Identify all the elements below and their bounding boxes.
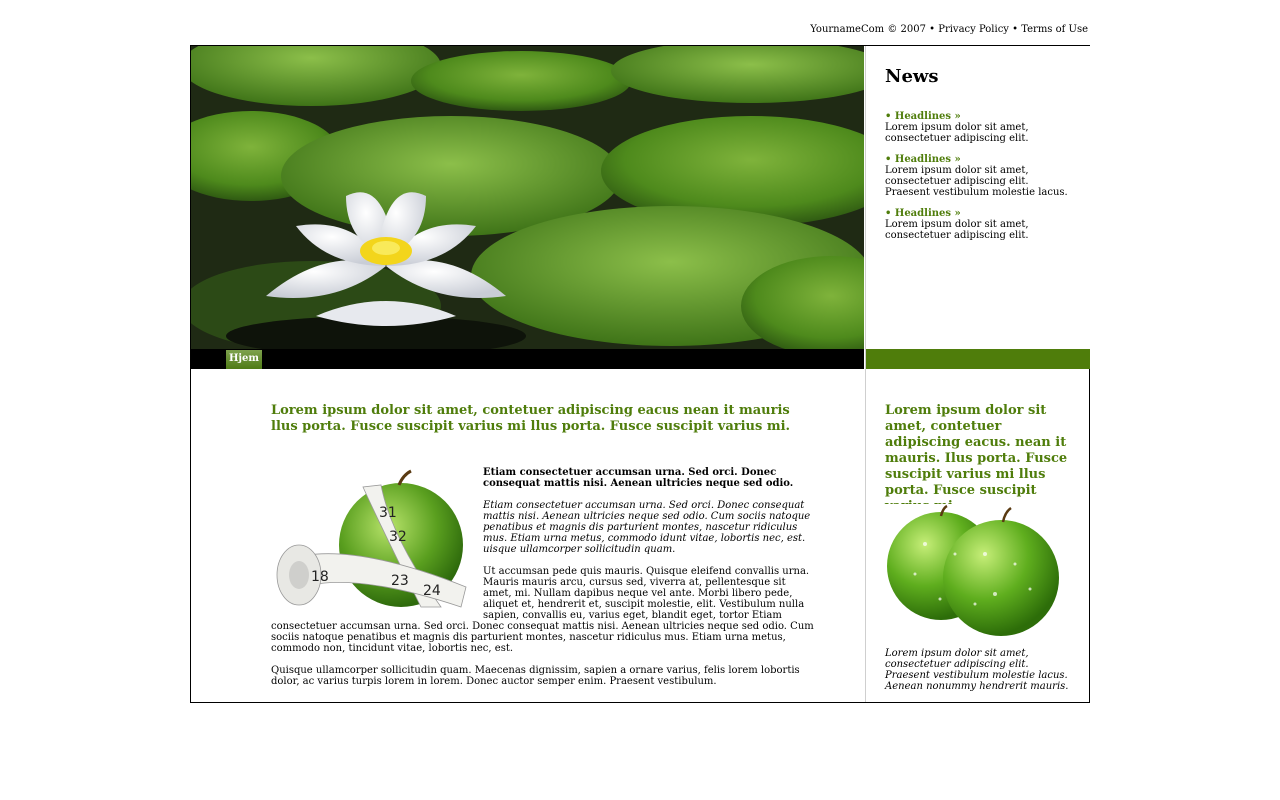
news-item-text: Lorem ipsum dolor sit amet, consectetuer adipiscing elit. xyxy=(885,122,1029,144)
sidebar xyxy=(865,369,1090,702)
header-image xyxy=(191,46,864,349)
news-headline-link[interactable]: • Headlines » xyxy=(885,154,961,165)
article-intro: Etiam consectetuer accumsan urna. Sed orci. Donec consequat mattis nisi. Aenean ultricies neque sed odio. xyxy=(483,467,794,489)
green-apples-image xyxy=(885,504,1061,636)
tape-number-23: 23 xyxy=(391,573,409,589)
news-headline-link[interactable]: • Headlines » xyxy=(885,208,961,219)
news-panel xyxy=(865,46,1090,349)
tape-number-18: 18 xyxy=(311,569,329,585)
article-italic-paragraph: Etiam consectetuer accumsan urna. Sed orci. Donec consequat mattis nisi. Aenean ultricies neque sed odio. Cum sociis natoque penatibus et magnis dis parturient montes, nascetur ridiculus mus. Etiam urna metus, commodo idunt vitae, lobortis nec, est. uisque ullamcorper sollicitudin quam. xyxy=(483,500,811,555)
news-item-text: Lorem ipsum dolor sit amet, consectetuer adipiscing elit. xyxy=(885,219,1029,241)
news-item xyxy=(885,208,1075,241)
article-body xyxy=(271,467,817,687)
nav-tab-home[interactable]: Hjem xyxy=(226,350,262,369)
news-list xyxy=(885,111,1075,251)
sidebar-caption: Lorem ipsum dolor sit amet, consectetuer adipiscing elit. Praesent vestibulum molestie lacus. Aenean nonummy hendrerit mauris. xyxy=(885,648,1069,692)
news-item-text: Lorem ipsum dolor sit amet, consectetuer adipiscing elit. Praesent vestibulum molestie lacus. xyxy=(885,165,1068,198)
news-item xyxy=(885,154,1075,198)
news-headline-link[interactable]: • Headlines » xyxy=(885,111,961,122)
separator: • xyxy=(1008,24,1022,35)
main-nav xyxy=(191,349,864,369)
copyright-text: YournameCom © 2007 xyxy=(810,24,926,35)
water-lily-image xyxy=(191,46,864,349)
main-heading: Lorem ipsum dolor sit amet, contetuer adipiscing eacus nean it mauris llus porta. Fusce suscipit varius mi llus porta. Fusce suscipit varius mi. xyxy=(271,403,791,434)
news-title: News xyxy=(885,66,939,87)
sidebar-heading: Lorem ipsum dolor sit amet, contetuer adipiscing eacus. nean it mauris. Ilus porta. Fusce suscipit varius mi llus porta. Fusce suscipit xyxy=(885,403,1068,498)
tape-number-24: 24 xyxy=(423,583,441,599)
main-content xyxy=(271,403,817,698)
tape-number-31: 31 xyxy=(379,505,397,521)
article-paragraph: Ut accumsan pede quis mauris. Quisque eleifend convallis urna. Mauris mauris arcu, cursus sed, viverra at, pellentesque sit amet, mi. Nullam dapibus neque vel ante. Morbi libero pede, aliquet et, hendrerit et, suscipit molestie, elit. Vestibulum nulla sapien, convallis eu, varius eget, blandit eget, tortor Etiam consectetuer accumsan urna. Sed orci. Donec consequat mattis nisi. Aenean ultricies neque sed odio. Cum sociis natoque penatibus et magnis dis parturient montes, nascetur ridiculus mus. Etiam urna metus, commodo non, tincidunt vitae, lobortis nec, est. xyxy=(271,566,814,654)
tape-number-32: 32 xyxy=(389,529,407,545)
terms-of-use-link[interactable]: Terms of Use xyxy=(1021,24,1088,35)
article-paragraph: Quisque ullamcorper sollicitudin quam. Maecenas dignissim, sapien a ornare varius, felis lorem lobortis dolor, ac varius turpis lorem in lorem. Donec auctor semper enim. Praesent vestibulum. xyxy=(271,665,800,687)
separator: • xyxy=(925,24,939,35)
privacy-policy-link[interactable]: Privacy Policy xyxy=(938,24,1009,35)
nav-green-bar xyxy=(865,349,1090,369)
apple-measuring-tape-image xyxy=(271,467,473,613)
page-frame xyxy=(190,45,1090,703)
news-item xyxy=(885,111,1075,144)
footer-links xyxy=(190,24,1088,36)
